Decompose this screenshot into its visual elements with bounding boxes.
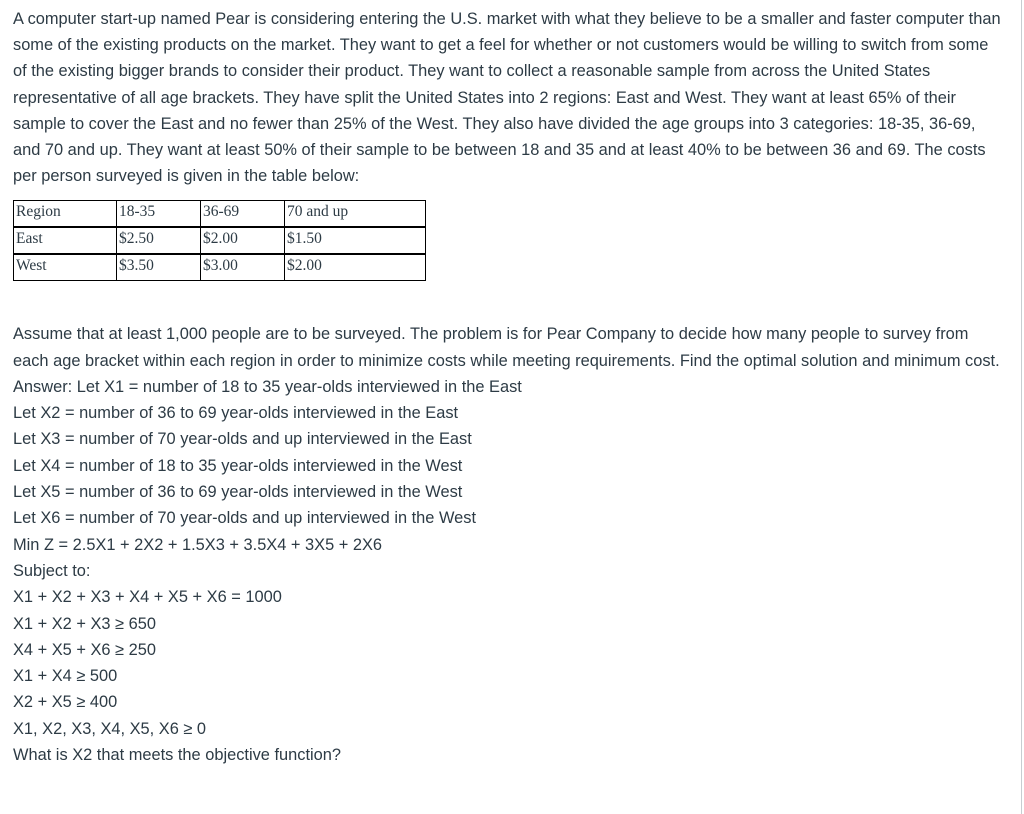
answer-line-x4: Let X4 = number of 18 to 35 year-olds interviewed in the West bbox=[13, 456, 463, 475]
constraint-east: X1 + X2 + X3 ≥ 650 bbox=[13, 614, 156, 633]
table-header-cell: Region bbox=[14, 201, 117, 228]
answer-line-x3: Let X3 = number of 70 year-olds and up interviewed in the East bbox=[13, 430, 472, 449]
cost-table bbox=[13, 200, 426, 281]
table-row bbox=[14, 227, 426, 254]
intro-paragraph: A computer start-up named Pear is considering entering the U.S. market with what they believe to be a smaller and faster computer than some of the existing products on the market. They want to get a feel for whether or not customers would be willing to switch from some of the existing bigger brands to consider their product. They want to collect a reasonable sample from across the United States representative of all age brackets. They have split the United States into 2 regions: East and West. They want at least 65% of their sample to cover the East and no fewer than 25% of the West. They also have divided the age groups into 3 categories: 18-35, 36-69, and 70 and up. They want at least 50% of their sample to be between 18 and 35 and at least 40% to be between 36 and 69. The costs per person surveyed is given in the table below: bbox=[13, 10, 1001, 186]
table-header-cell: 18-35 bbox=[117, 201, 201, 228]
answer-block bbox=[13, 374, 1003, 768]
answer-line-x5: Let X5 = number of 36 to 69 year-olds interviewed in the West bbox=[13, 483, 463, 502]
table-cell: $2.00 bbox=[201, 227, 285, 254]
constraint-west: X4 + X5 + X6 ≥ 250 bbox=[13, 640, 156, 659]
subject-to-label: Subject to: bbox=[13, 561, 91, 580]
table-cell: $3.50 bbox=[117, 254, 201, 281]
constraint-total: X1 + X2 + X3 + X4 + X5 + X6 = 1000 bbox=[13, 588, 282, 607]
table-cell: West bbox=[14, 254, 117, 281]
table-row bbox=[14, 254, 426, 281]
table-cell: $3.00 bbox=[201, 254, 285, 281]
table-header-cell: 70 and up bbox=[285, 201, 426, 228]
page-right-border bbox=[1021, 0, 1022, 814]
answer-line-x6: Let X6 = number of 70 year-olds and up interviewed in the West bbox=[13, 509, 477, 528]
problem-paragraph: Assume that at least 1,000 people are to be surveyed. The problem is for Pear Company to decide how many people to survey from each age bracket within each region in order to minimize costs while meeting requirements. Find the optimal solution and minimum cost. bbox=[13, 325, 1000, 370]
table-header-cell: 36-69 bbox=[201, 201, 285, 228]
table-cell: $1.50 bbox=[285, 227, 426, 254]
constraint-nonnegative: X1, X2, X3, X4, X5, X6 ≥ 0 bbox=[13, 719, 207, 738]
answer-line-x1: Answer: Let X1 = number of 18 to 35 year-olds interviewed in the East bbox=[13, 377, 522, 396]
objective-function: Min Z = 2.5X1 + 2X2 + 1.5X3 + 3.5X4 + 3X5 + 2X6 bbox=[13, 535, 383, 554]
constraint-18-35: X1 + X4 ≥ 500 bbox=[13, 667, 118, 686]
final-question: What is X2 that meets the objective function? bbox=[13, 745, 341, 764]
constraint-36-69: X2 + X5 ≥ 400 bbox=[13, 693, 118, 712]
table-header-row bbox=[14, 201, 426, 228]
table-cell: East bbox=[14, 227, 117, 254]
table-cell: $2.00 bbox=[285, 254, 426, 281]
table-cell: $2.50 bbox=[117, 227, 201, 254]
question-content bbox=[13, 6, 1003, 768]
answer-line-x2: Let X2 = number of 36 to 69 year-olds interviewed in the East bbox=[13, 404, 459, 423]
